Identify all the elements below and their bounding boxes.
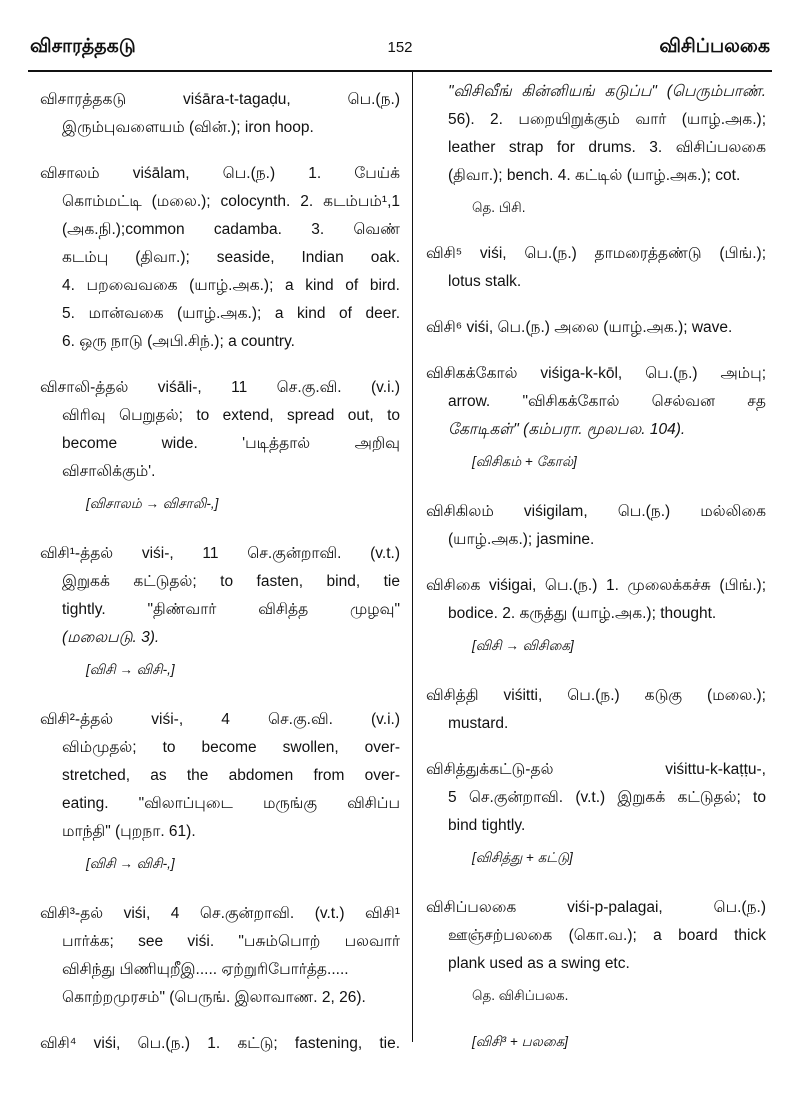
left-column: [40, 86, 400, 1076]
right-running-headword: விசிப்பலகை: [659, 36, 770, 57]
entry-visigilam: [426, 498, 766, 554]
page-number: 152: [387, 39, 413, 56]
header-rule: [28, 70, 772, 72]
left-running-headword: விசாரத்தகடு: [30, 36, 136, 57]
entry-visi-4-continued: [426, 78, 766, 222]
entry-line: eating. "விலாப்புடை மருங்கு விசிப்ப: [62, 795, 400, 812]
entry-line: plank used as a swing etc.: [448, 955, 630, 972]
entry-line: "விசிவீங் கின்னியங் கடுப்ப" (பெரும்பாண்.: [448, 83, 766, 100]
entry-line: பார்க்க; see viśi. "பசும்பொற் பலவார்: [62, 933, 400, 950]
entry-line: 6. ஒரு நாடு (அபி.சிந்.); a country.: [62, 333, 295, 350]
entry-line: bodice. 2. கருத்து (யாழ்.அக.); thought.: [448, 605, 717, 622]
page-header: [30, 36, 770, 66]
entry-line: விசி⁴ viśi, பெ.(ந.) 1. கட்டு; fastening, tie.: [40, 1035, 400, 1052]
entry-visaalam: [40, 160, 400, 356]
entry-line: விசிகிலம் viśigilam, பெ.(ந.) மல்லிகை: [426, 503, 766, 520]
entry-visaali: [40, 374, 400, 518]
entry-visi-6: [426, 314, 766, 342]
entry-line: விசாலிக்கும்'.: [62, 463, 156, 480]
entry-line: விசாலி-த்தல் viśāli-, 11 செ.கு.வி. (v.i.): [40, 379, 400, 396]
entry-line: இறுகக் கட்டுதல்; to fasten, bind, tie: [62, 573, 400, 590]
cognate: தெ. பிசி.: [472, 200, 526, 215]
entry-line: bind tightly.: [448, 817, 526, 834]
entry-line: மாந்தி" (புறநா. 61).: [62, 823, 196, 840]
entry-line: இரும்புவளையம் (வின்.); iron hoop.: [62, 119, 314, 136]
entry-line: விசி²-த்தல் viśi-, 4 செ.கு.வி. (v.i.): [40, 711, 400, 728]
entry-visi-2: [40, 706, 400, 878]
etymology: [விசி³ + பலகை]: [472, 1034, 568, 1049]
entry-visigai: [426, 572, 766, 660]
entry-line: விசிப்பலகை viśi-p-palagai, பெ.(ந.): [426, 899, 766, 916]
entry-line: 56). 2. பறையிறுக்கும் வார் (யாழ்.அக.);: [448, 111, 766, 128]
etymology: [விசி → விசிகை]: [472, 638, 574, 653]
entry-line: (அக.நி.);common cadamba. 3. வெண்: [62, 221, 400, 238]
entry-line: விசிந்து பிணியுறீஇ..... ஏற்றுரிபோர்த்த.....: [62, 961, 349, 978]
etymology: [விசித்து + கட்டு]: [472, 850, 573, 865]
etymology: [விசி → விசி-,]: [86, 856, 175, 871]
entry-line: 5. மான்வகை (யாழ்.அக.); a kind of deer.: [62, 305, 400, 322]
entry-visi-5: [426, 240, 766, 296]
entry-line: விசி⁶ viśi, பெ.(ந.) அலை (யாழ்.அக.); wave.: [426, 319, 733, 336]
etymology: [விசி → விசி-,]: [86, 662, 175, 677]
entry-line: mustard.: [448, 715, 509, 732]
entry-line: (மலைபடு. 3).: [62, 629, 160, 646]
entry-visi-1: [40, 540, 400, 684]
etymology: [விசாலம் → விசாலி-,]: [86, 496, 219, 511]
entry-line: (யாழ்.அக.); jasmine.: [448, 531, 595, 548]
entry-line: விரிவு பெறுதல்; to extend, spread out, to: [62, 407, 400, 424]
entry-visitti: [426, 682, 766, 738]
entry-line: விசாரத்தகடு viśāra-t-tagaḍu, பெ.(ந.): [40, 91, 400, 108]
entry-line: விசி³-தல் viśi, 4 செ.குன்றாவி. (v.t.) விசி¹: [40, 905, 400, 922]
entry-visi-4: [40, 1030, 400, 1058]
column-divider: [412, 72, 413, 1042]
entry-line: விசி⁵ viśi, பெ.(ந.) தாமரைத்தண்டு (பிங்.);: [426, 245, 766, 262]
entry-line: leather strap for drums. 3. விசிப்பலகை: [448, 139, 766, 156]
entry-visi-3: [40, 900, 400, 1012]
entry-line: 4. பறவைவகை (யாழ்.அக.); a kind of bird.: [62, 277, 400, 294]
entry-line: 5 செ.குன்றாவி. (v.t.) இறுகக் கட்டுதல்; to: [448, 789, 766, 806]
entry-line: ஊஞ்சற்பலகை (கொ.வ.); a board thick: [448, 927, 766, 944]
entry-line: விசாலம் viśālam, பெ.(ந.) 1. பேய்க்: [40, 165, 400, 182]
entry-visigakkol: [426, 360, 766, 476]
entry-line: stretched, as the abdomen from over-: [62, 767, 400, 784]
entry-line: (திவா.); bench. 4. கட்டில் (யாழ்.அக.); cot.: [448, 167, 741, 184]
entry-line: விம்முதல்; to become swollen, over-: [62, 739, 400, 756]
entry-visittukkattu: [426, 756, 766, 872]
entry-line: கொம்மட்டி (மலை.); colocynth. 2. கடம்பம்¹,1: [62, 193, 400, 210]
entry-line: கோடிகள்" (கம்பரா. மூலபல. 104).: [448, 421, 686, 438]
entry-line: lotus stalk.: [448, 273, 522, 290]
entry-visippalagai: [426, 894, 766, 1056]
cognate: தெ. விசிப்பலக.: [472, 988, 569, 1003]
entry-line: விசி¹-த்தல் viśi-, 11 செ.குன்றாவி. (v.t.): [40, 545, 400, 562]
entry-line: tightly. "திண்வார் விசித்த முழவு": [62, 601, 400, 618]
right-column: [426, 78, 766, 1078]
entry-line: விசித்தி viśitti, பெ.(ந.) கடுகு (மலை.);: [426, 687, 766, 704]
entry-visaarattagadu: [40, 86, 400, 142]
entry-line: become wide. 'படித்தால் அறிவு: [62, 435, 400, 452]
entry-line: விசிகை viśigai, பெ.(ந.) 1. முலைக்கச்சு (பிங்.);: [426, 577, 766, 594]
entry-line: விசித்துக்கட்டு-தல் viśittu-k-kaṭṭu-,: [426, 761, 766, 778]
entry-line: arrow. "விசிகக்கோல் செல்வன சத: [448, 393, 766, 410]
entry-line: விசிகக்கோல் viśiga-k-kōl, பெ.(ந.) அம்பு;: [426, 365, 766, 382]
entry-line: கொற்றமுரசம்" (பெருங். இலாவாண. 2, 26).: [62, 989, 366, 1006]
etymology: [விசிகம் + கோல்]: [472, 454, 577, 469]
entry-line: கடம்பு (திவா.); seaside, Indian oak.: [62, 249, 400, 266]
